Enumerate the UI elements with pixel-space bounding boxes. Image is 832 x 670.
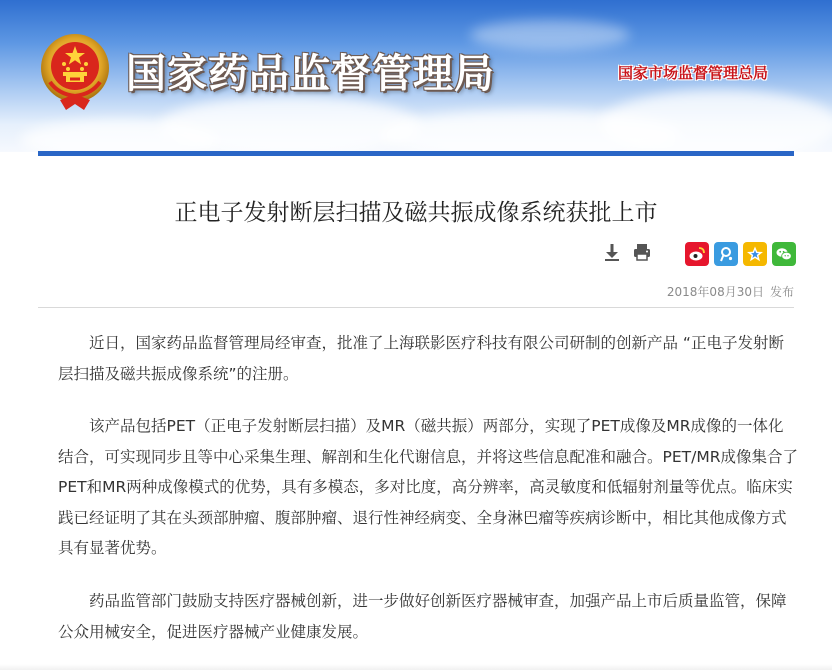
banner-cloud: [600, 90, 832, 152]
agency-name[interactable]: 国家药品监督管理局: [126, 50, 495, 97]
weibo-icon[interactable]: [685, 242, 709, 266]
national-emblem-icon: [38, 30, 112, 112]
parent-agency-link[interactable]: 国家市场监督管理总局: [618, 64, 769, 82]
banner-cloud: [20, 120, 220, 152]
article-paragraph: 该产品包括PET（正电子发射断层扫描）及MR（磁共振）两部分，实现了PET成像及MR成像的一体化结合，可实现同步且等中心采集生理、解剖和生化代谢信息，并将这些信息配准和融合。PET/MR成像集合了PET和MR两种成像模式的优势，具有多模态，多对比度，高分辨率，高灵敏度和低辐射剂量等优点。临床实践已经证明了其在头颈部肿瘤、腹部肿瘤、退行性神经病变、全身淋巴瘤等疾病诊断中，相比其他成像方式具有显著优势。: [58, 417, 798, 557]
share-bar: [680, 242, 796, 266]
article-tools: [600, 240, 660, 264]
article-title: 正电子发射断层扫描及磁共振成像系统获批上市: [174, 200, 658, 226]
tencent-weibo-icon[interactable]: [714, 242, 738, 266]
wechat-icon[interactable]: [772, 242, 796, 266]
publish-label: 发布: [769, 285, 794, 299]
page-bottom-edge: [0, 664, 832, 670]
qzone-icon[interactable]: [743, 242, 767, 266]
header-divider: [38, 151, 794, 156]
article-paragraph: 近日，国家药品监督管理局经审查，批准了上海联影医疗科技有限公司研制的创新产品 “正电子发射断层扫描及磁共振成像系统”的注册。: [58, 334, 784, 383]
download-icon[interactable]: [600, 240, 624, 264]
header-banner: [0, 0, 832, 152]
publish-date: 2018年08月30日: [666, 285, 764, 299]
article-meta: [38, 283, 794, 308]
print-icon[interactable]: [630, 240, 654, 264]
article-paragraph: 药品监管部门鼓励支持医疗器械创新，进一步做好创新医疗器械审查，加强产品上市后质量监管，保障公众用械安全，促进医疗器械产业健康发展。: [58, 592, 787, 641]
